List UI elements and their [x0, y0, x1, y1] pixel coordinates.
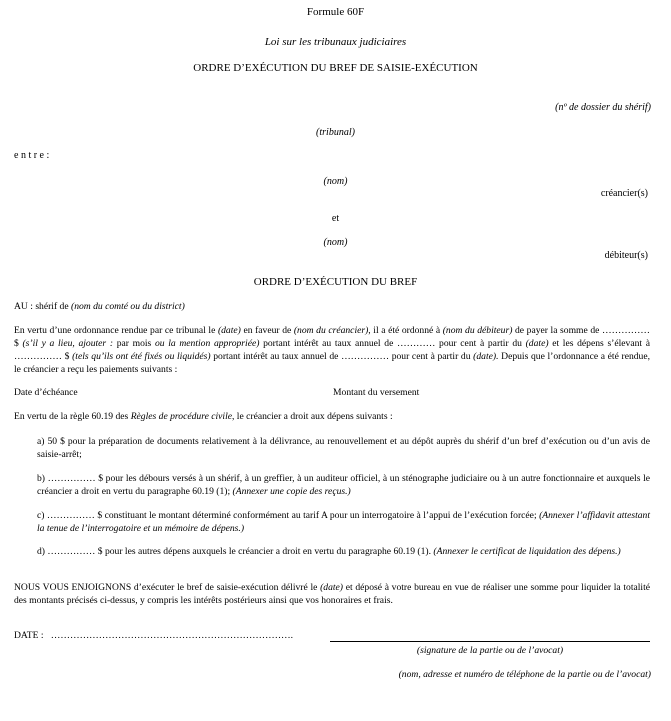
- and-label: et: [331, 213, 340, 224]
- cost-item-c: c) …………… $ constituant le montant déterminé conformément au tarif A pour un interrogatoire à l’appui de l’exécution forcée; (Annexer l’affidavit attestant la tenue de l’interrogatoire et un mémoire de dépens.): [37, 510, 650, 534]
- date-line: DATE : ………………………………………………………………….: [14, 630, 294, 641]
- cost-item-a: a) 50 $ pour la préparation de documents relativement à la délivrance, au renouvellement et au dépôt auprès du shérif d’un bref d’exécution ou d’un avis de saisie-arrêt;: [37, 436, 650, 460]
- debtor-label: débiteur(s): [604, 250, 648, 261]
- creditor-name-field: (nom): [323, 176, 348, 187]
- law-title: Loi sur les tribunaux judiciaires: [264, 36, 407, 48]
- cost-item-b: b) …………… $ pour les débours versés à un shérif, à un greffier, à un auditeur officiel, à un sténographe judiciaire ou à un autre fonctionnaire et auxquels le créancier a droit en vertu du paragraphe 60.19 (1); (Annexer une copie des reçus.): [37, 473, 650, 497]
- contact-label: (nom, adresse et numéro de téléphone de la partie ou de l’avocat): [398, 669, 651, 680]
- signature-label: (signature de la partie ou de l’avocat): [416, 645, 564, 656]
- addressee: AU : shérif de (nom du comté ou du district): [14, 301, 185, 312]
- form-title: ORDRE D’EXÉCUTION DU BREF DE SAISIE-EXÉCUTION: [193, 62, 478, 74]
- section-title: ORDRE D’EXÉCUTION DU BREF: [253, 276, 418, 288]
- order-paragraph: En vertu d’une ordonnance rendue par ce tribunal le (date) en faveur de (nom du créancier), il a été ordonné à (nom du débiteur) de payer la somme de …………… $ (s’il y a lieu, ajouter : par mois ou la mention appropriée) portant intérêt au taux annuel de ………… pour cent à partir du (date) et les dépens s’élevant à …………… $ (tels qu’ils ont été fixés ou liquidés) portant intérêt au taux annuel de …………… pour cent à partir du (date). Depuis que l’ordonnance a été rendue, le créancier a reçu les paiements suivants :: [14, 325, 651, 375]
- court-field: (tribunal): [316, 127, 355, 138]
- cost-item-d: d) …………… $ pour les autres dépens auxquels le créancier a droit en vertu du paragraphe 60.19 (1). (Annexer le certificat de liquidation des dépens.): [37, 546, 621, 557]
- due-date-header: Date d’échéance: [14, 387, 78, 398]
- debtor-name-field: (nom): [323, 237, 348, 248]
- signature-line: [330, 641, 650, 642]
- enforcement-order: NOUS VOUS ENJOIGNONS d’exécuter le bref de saisie-exécution délivré le (date) et déposé à votre bureau en vue de réaliser une somme pour liquider la totalité des montants précisés ci-dessus, y compris les intérêts postérieurs ainsi que vos honoraires et frais.: [14, 582, 650, 606]
- costs-intro: En vertu de la règle 60.19 des Règles de procédure civile, le créancier a droit aux dépens suivants :: [14, 411, 393, 422]
- sheriff-file-number: (nº de dossier du shérif): [555, 102, 651, 113]
- form-number: Formule 60F: [306, 6, 365, 18]
- payment-amount-header: Montant du versement: [333, 387, 420, 398]
- creditor-label: créancier(s): [600, 188, 648, 199]
- between-label: e n t r e :: [14, 150, 50, 161]
